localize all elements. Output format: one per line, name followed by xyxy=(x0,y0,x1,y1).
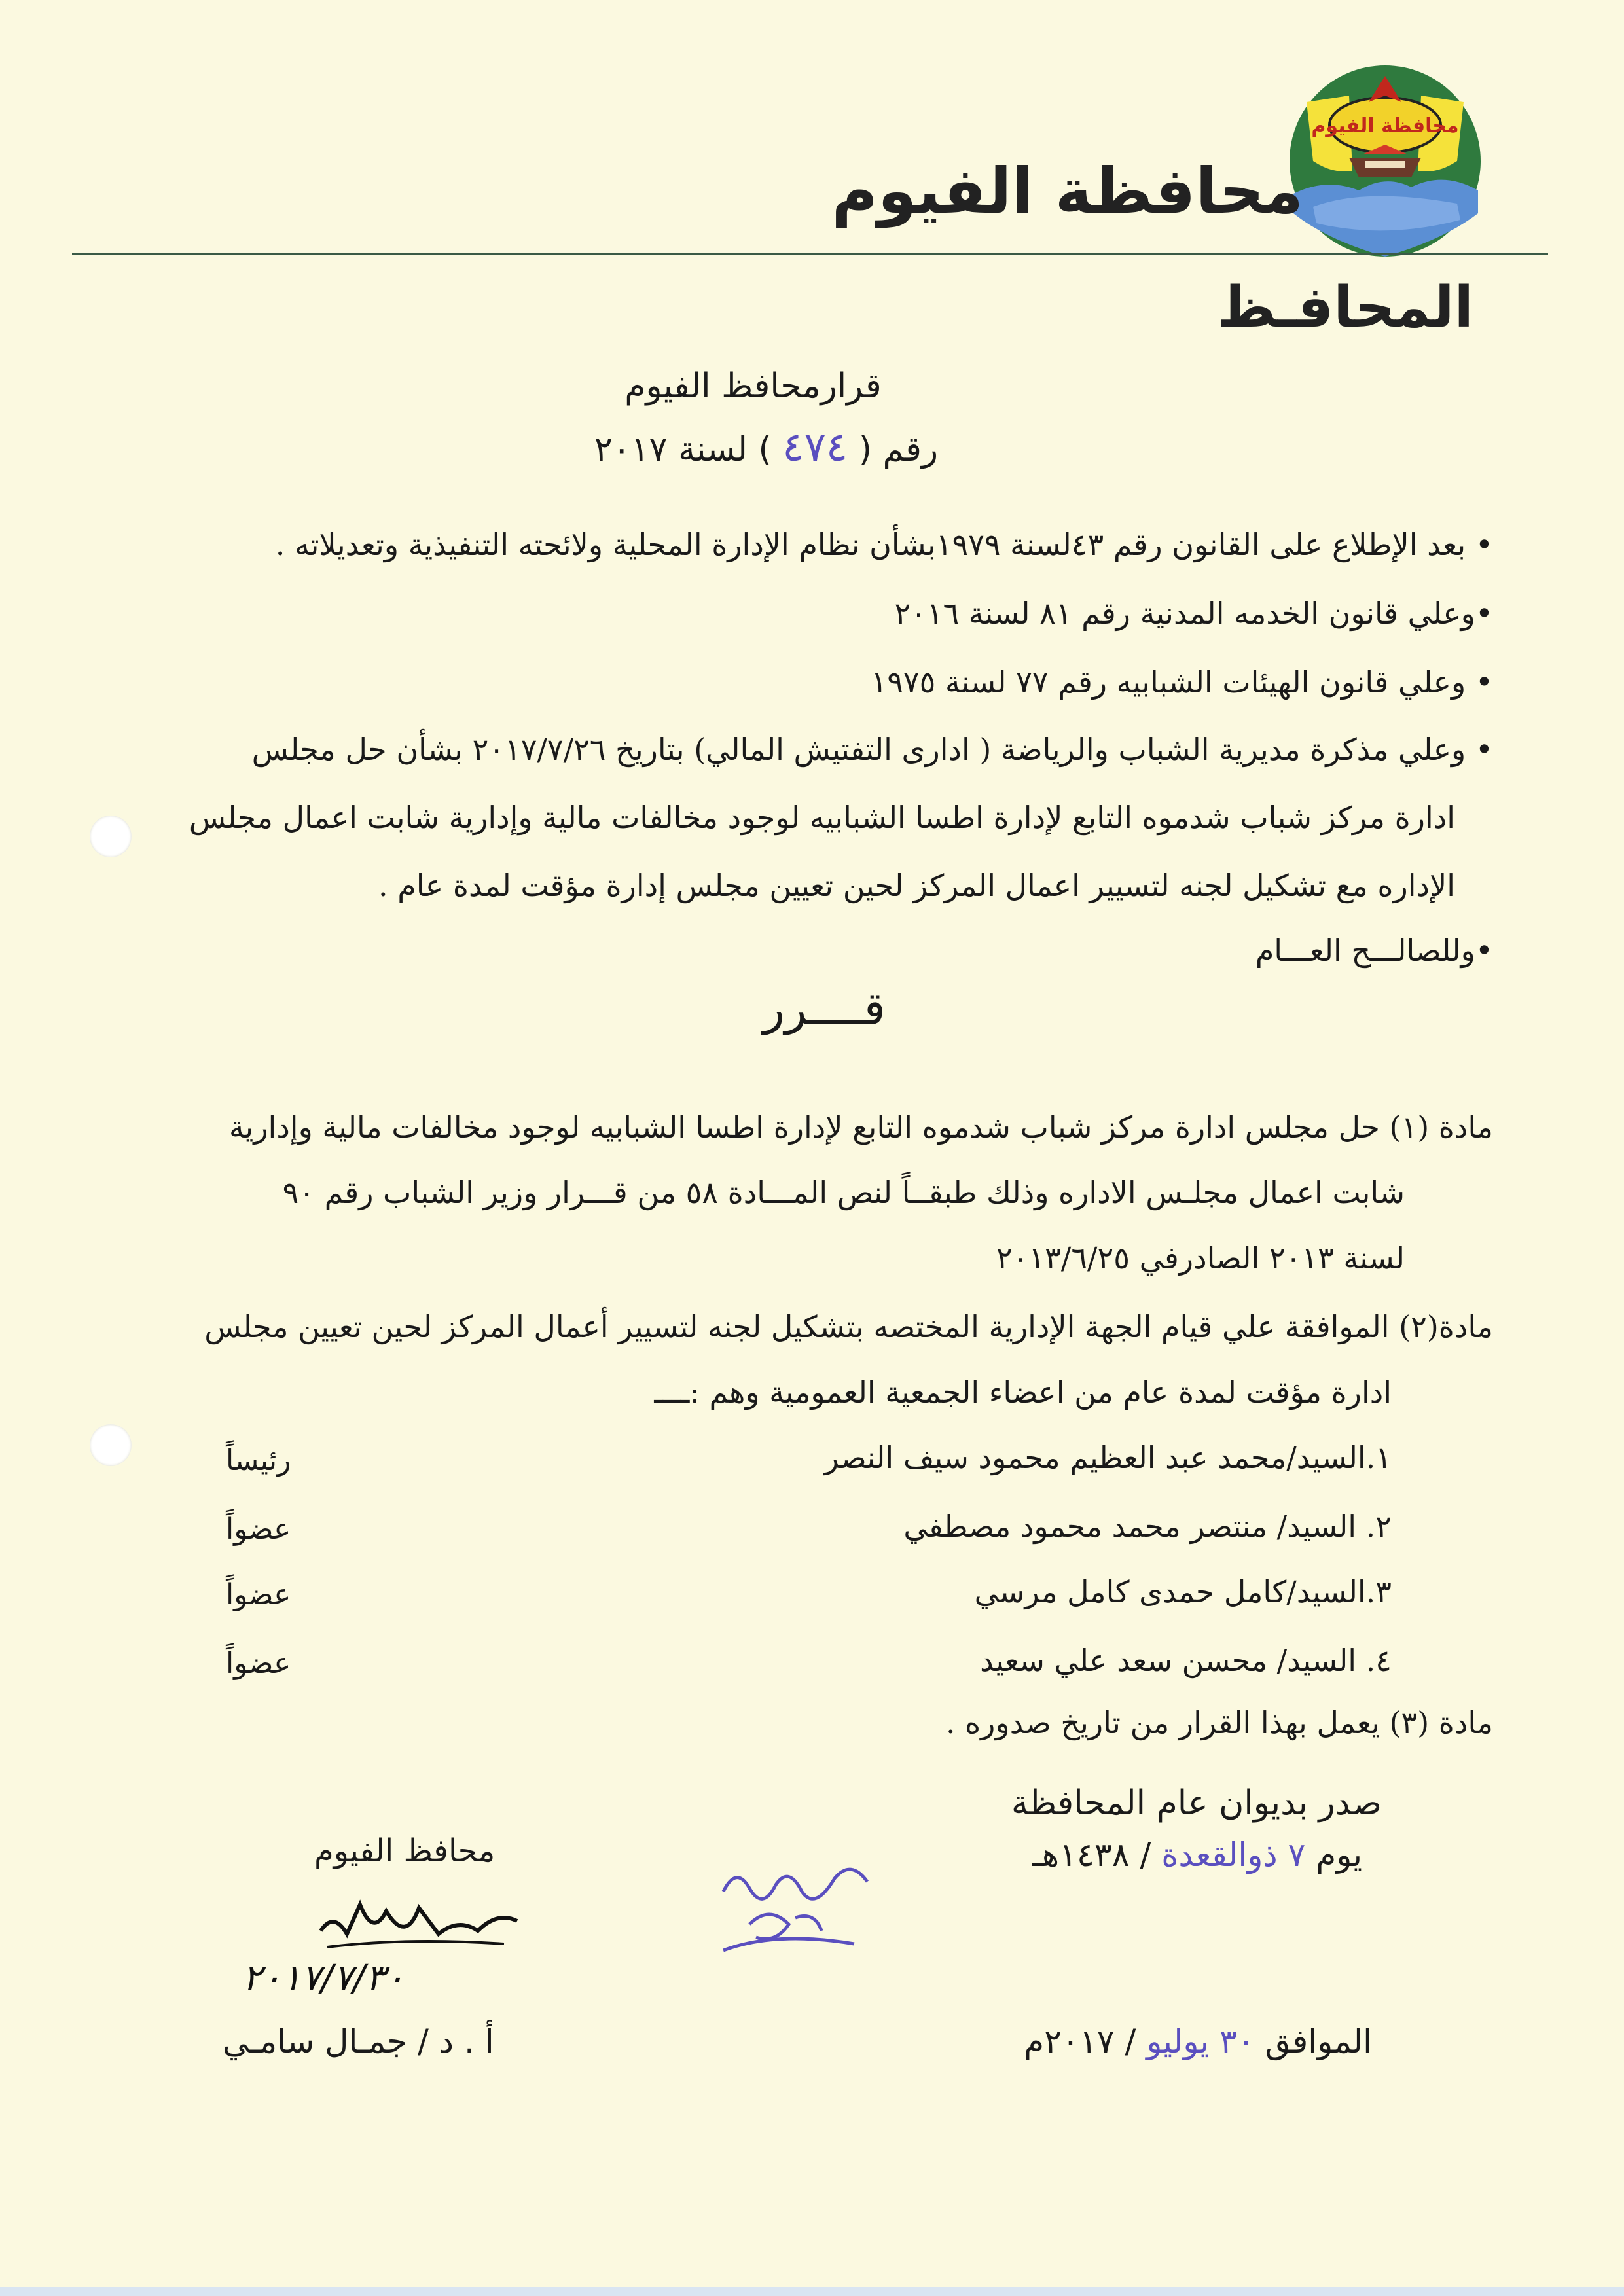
header-divider xyxy=(72,253,1548,255)
preamble-public-interest: •وللصالـــح العـــام xyxy=(1255,933,1493,968)
article-3: مادة (٣) يعمل بهذا القرار من تاريخ صدوره . xyxy=(945,1705,1493,1740)
governor-name: أ . د / جمـال سامـي xyxy=(223,2022,494,2060)
member-3-name: ٣.السيد/كامل حمدى كامل مرسي xyxy=(974,1574,1392,1609)
governor-title: محافظ الفيوم xyxy=(314,1833,496,1869)
hijri-day-handwritten: ٧ ذوالقعدة xyxy=(1161,1836,1306,1874)
gregorian-day-handwritten: ٣٠ يوليو xyxy=(1146,2022,1255,2060)
decision-number-handwritten: ٤٧٤ xyxy=(782,423,848,471)
department-title: المحافـظ xyxy=(1217,275,1473,340)
article-2-line-2: ادارة مؤقت لمدة عام من اعضاء الجمعية العمومية وهم :ــــ xyxy=(654,1374,1392,1410)
preamble-memo-line-1: • وعلي مذكرة مديرية الشباب والرياضة ( ادارى التفتيش المالي) بتاريخ ٢٠١٧/٧/٢٦ بشأن حل مجلس xyxy=(251,732,1493,767)
governor-signature xyxy=(308,1885,530,1957)
preamble-civil-service-law: •وعلي قانون الخدمه المدنية رقم ٨١ لسنة ٢٠١٦ xyxy=(894,596,1493,631)
member-4-name: ٤. السيد/ محسن سعد علي سعيد xyxy=(980,1643,1392,1678)
decision-title: قرارمحافظ الفيوم xyxy=(624,367,882,406)
svg-text:محافظة الفيوم: محافظة الفيوم xyxy=(1311,115,1459,137)
punch-hole-bottom xyxy=(90,1424,132,1466)
review-signature xyxy=(710,1852,880,1964)
preamble-youth-bodies-law: • وعلي قانون الهيئات الشبابيه رقم ٧٧ لسنة ١٩٧٥ xyxy=(871,664,1493,700)
article-1-line-3: لسنة ٢٠١٣ الصادرفي ٢٠١٣/٦/٢٥ xyxy=(996,1240,1405,1276)
member-4-role: عضواً xyxy=(226,1647,291,1680)
article-1-line-1: مادة (١) حل مجلس ادارة مركز شباب شدموه التابع لإدارة اطسا الشبابيه لوجود مخالفات مالية وإدارية xyxy=(228,1109,1493,1145)
preamble-memo-line-3: الإداره مع تشكيل لجنه لتسيير اعمال المركز لحين تعيين مجلس إدارة مؤقت لمدة عام . xyxy=(378,868,1455,903)
member-1-name: ١.السيد/محمد عبد العظيم محمود سيف النصر xyxy=(824,1440,1392,1475)
governorate-name: محافظة الفيوم xyxy=(831,154,1303,228)
decision-number-suffix: ) لسنة ٢٠١٧ xyxy=(594,430,772,469)
punch-hole-top xyxy=(90,816,132,857)
hijri-year: / ١٤٣٨هـ xyxy=(1032,1836,1151,1874)
article-2-line-1: مادة(٢) الموافقة علي قيام الجهة الإدارية المختصه بتشكيل لجنه لتسيير أعمال المركز لحين تعيين مجلس xyxy=(204,1309,1493,1344)
article-1-line-2: شابت اعمال مجلـس الاداره وذلك طبقــاً لنص المـــادة ٥٨ من قـــرار وزير الشباب رقم ٩٠ xyxy=(282,1175,1405,1210)
issued-at: صدر بديوان عام المحافظة xyxy=(1011,1784,1382,1823)
member-3-role: عضواً xyxy=(226,1578,291,1611)
preamble-memo-line-2: ادارة مركز شباب شدموه التابع لإدارة اطسا الشبابيه لوجود مخالفات مالية وإدارية شابت اعمال مجلس xyxy=(189,800,1455,835)
gregorian-year: / ٢٠١٧م xyxy=(1024,2022,1136,2060)
decision-number-prefix: رقم ( xyxy=(858,430,939,469)
governor-handwritten-date: ٢٠١٧/٧/٣٠ xyxy=(242,1957,405,2000)
hijri-day-prefix: يوم xyxy=(1316,1836,1362,1874)
decided-heading: قــــرر xyxy=(763,982,886,1035)
decision-number xyxy=(0,423,1624,471)
member-2-role: عضواً xyxy=(226,1513,291,1546)
scan-bottom-edge xyxy=(0,2287,1624,2296)
preamble-law-local-admin: • بعد الإطلاع على القانون رقم ٤٣لسنة ١٩٧٩بشأن نظام الإدارة المحلية ولائحته التنفيذية وتعديلاته . xyxy=(275,527,1493,562)
gregorian-date xyxy=(1024,2022,1372,2060)
member-2-name: ٢. السيد/ منتصر محمد محمود مصطفي xyxy=(903,1509,1392,1544)
gregorian-prefix: الموافق xyxy=(1265,2022,1372,2060)
hijri-date xyxy=(1032,1836,1362,1874)
member-1-role: رئيساً xyxy=(226,1444,291,1477)
fayoum-emblem-icon xyxy=(1287,63,1483,259)
